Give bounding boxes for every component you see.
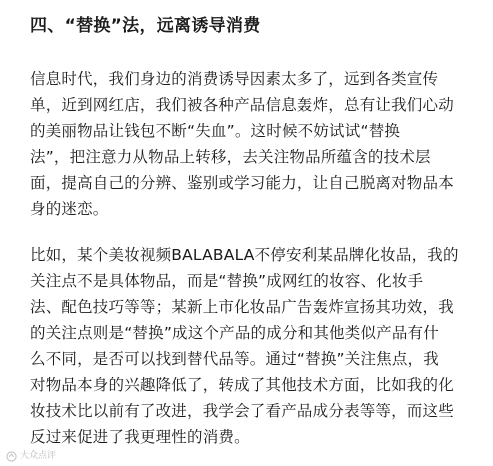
paragraph-1	[30, 66, 470, 222]
paragraph-line: 反过来促进了我更理性的消费。	[30, 428, 250, 446]
paragraph-line: 对物品本身的兴趣降低了，转成了其他技术方面，比如我的化	[30, 376, 454, 394]
paragraph-2	[30, 242, 470, 450]
watermark	[6, 450, 56, 462]
paragraph-line: 身的迷恋。	[30, 200, 109, 218]
paragraph-line: 妆技术比以前有了改进，我学会了看产品成分表等等，而这些	[30, 402, 454, 420]
paragraph-line: 的关注点则是“替换”成这个产品的成分和其他类似产品有什	[30, 324, 439, 342]
paragraph-line: 法”，把注意力从物品上转移，去关注物品所蕴含的技术层	[30, 148, 431, 166]
watermark-text: 大众点评	[20, 451, 57, 461]
paragraph-line: 信息时代，我们身边的消费诱导因素太多了，远到各类宣传	[30, 70, 439, 88]
paragraph-line: 面，提高自己的分辨、鉴别或学习能力，让自己脱离对物品本	[30, 174, 454, 192]
paragraph-line: 比如，某个美妆视频BALABALA不停安利某品牌化妆品，我的	[30, 246, 459, 264]
brand-logo-icon	[6, 451, 17, 462]
paragraph-line: 法、配色技巧等等；某新上市化妆品广告轰炸宣扬其功效，我	[30, 298, 454, 316]
paragraph-line: 么不同，是否可以找到替代品等。通过“替换”关注焦点，我	[30, 350, 439, 368]
paragraph-line: 单，近到网红店，我们被各种产品信息轰炸，总有让我们心动	[30, 96, 454, 114]
paragraph-line: 的美丽物品让钱包不断“失血”。这时候不妨试试“替换	[30, 122, 401, 140]
section-heading: 四、“替换”法，远离诱导消费	[30, 16, 261, 36]
paragraph-line: 关注点不是具体物品，而是“替换”成网红的妆容、化妆手	[30, 272, 424, 290]
